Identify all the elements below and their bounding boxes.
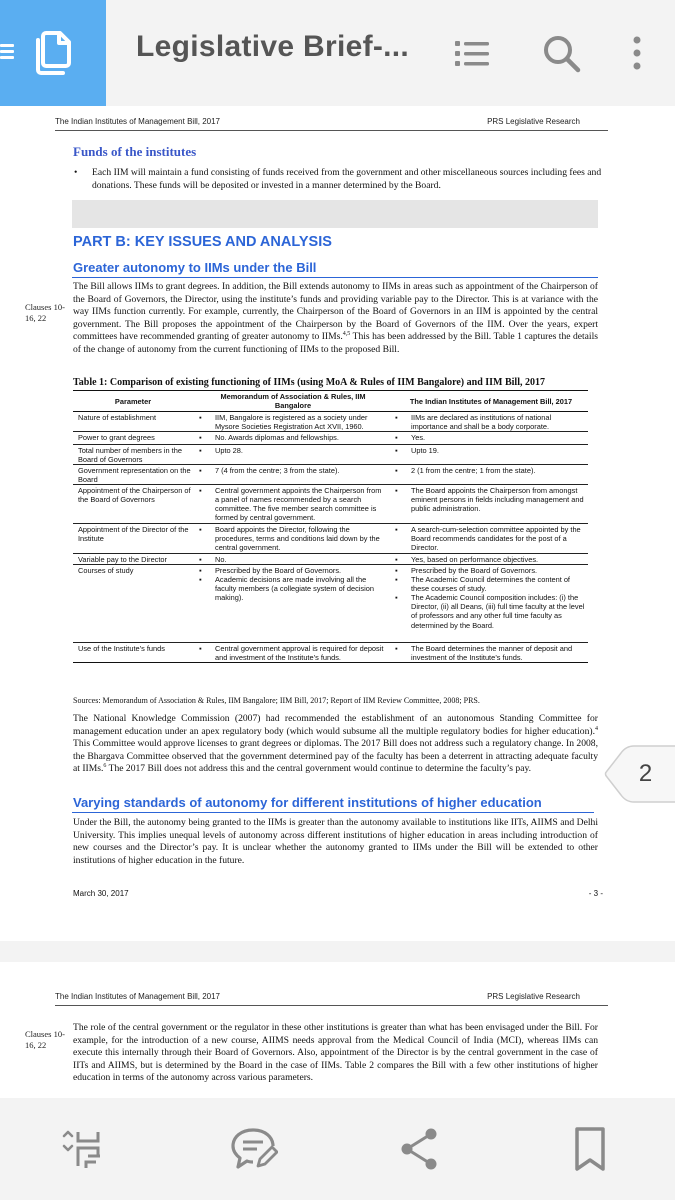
footer-page-number: - 3 - (588, 889, 603, 898)
table-row: Nature of establishment ▪ IIM, Bangalore is registered as a society under Mysore Societies Registration Act XVII, 1960. ▪ IIMs are declared as institutions of national importance and shall be a body corporate. (73, 412, 588, 432)
table-row: Use of the Institute’s funds ▪ Central government approval is required for deposit and investment of the Institute’s funds. ▪ The Board determines the manner of deposit and investment of the Institute’s funds. (73, 643, 588, 663)
bottom-toolbar (0, 1098, 675, 1200)
header-right: PRS Legislative Research (487, 117, 580, 126)
clauses-note: Clauses 10-16, 22 (25, 1029, 65, 1050)
page-indicator-number: 2 (638, 760, 653, 787)
comment-icon[interactable] (228, 1124, 278, 1174)
document-copy-icon (32, 30, 74, 76)
reflow-icon[interactable] (58, 1124, 108, 1174)
top-app-bar (0, 0, 675, 106)
bookmark-icon[interactable] (565, 1124, 615, 1174)
role-paragraph: The role of the central government or the regulator in these other institutions is greater than what has been envisaged under the Bill. For example, for the introduction of a new course, AIIMS needs approval from the Medical Council of India (MCI), whereas IIMs can execute this internally through their Board of Governors. Also, appointment of the Director is by the central government in the case of IITs and AIIMS, but is determined by the Board in the case of IIMs. Table 2 compares the Bill with a few other institutions of higher education in terms of the autonomy across various parameters. (73, 1022, 598, 1083)
clauses-note: Clauses 10-16, 22 (25, 302, 65, 323)
footer-date: March 30, 2017 (73, 889, 129, 898)
subheading-rule (72, 277, 598, 278)
more-vert-icon[interactable] (617, 33, 657, 73)
header-parameter: Parameter (114, 397, 152, 406)
document-title: Legislative Brief-... (136, 30, 410, 63)
funds-heading: Funds of the institutes (73, 144, 197, 159)
header-right: PRS Legislative Research (487, 992, 580, 1001)
list-icon[interactable] (452, 33, 492, 73)
document-mode-button[interactable] (0, 0, 106, 106)
table-row: Appointment of the Director of the Institute ▪ Board appoints the Director, following the procedures, terms and conditions laid down by the central government. ▪ A search-cum-selection committee appointed by the Board recommends candidates for the post of a Director. (73, 524, 588, 554)
pdf-page-3[interactable] (0, 106, 675, 941)
autonomy-subheading: Greater autonomy to IIMs under the Bill (73, 260, 317, 275)
table-row: Appointment of the Chairperson of the Board of Governors ▪ Central government appoints the Chairperson from a panel of names recommended by a search committee. The five member search committee is formed by central government. ▪ The Board appoints the Chairperson from amongst eminent persons in fields including management and public administration. (73, 485, 588, 524)
varying-standards-subheading: Varying standards of autonomy for different institutions of higher education (73, 795, 542, 810)
menu-lines-icon (0, 44, 14, 60)
page-footer (73, 889, 603, 898)
table-row: Total number of members in the Board of Governors ▪ Upto 28. ▪ Upto 19. (73, 445, 588, 465)
funds-bullet: • Each IIM will maintain a fund consisting of funds received from the government and other miscellaneous sources including fees and donations. These funds will be deposited or invested in a manner determined by the Board. (74, 167, 602, 191)
table-sources: Sources: Memorandum of Association & Rules, IIM Bangalore; IIM Bill, 2017; Report of IIM Review Committee, 2008; PRS. (73, 696, 480, 705)
header-moa: Memorandum of Association & Rules, IIM Bangalore (220, 392, 366, 411)
share-icon[interactable] (395, 1124, 445, 1174)
table-header (73, 390, 588, 412)
table-title: Table 1: Comparison of existing functioning of IIMs (using MoA & Rules of IIM Bangalore) and IIM Bill, 2017 (73, 377, 545, 388)
table-row: Government representation on the Board ▪ 7 (4 from the centre; 3 from the state). ▪ 2 (1 from the centre; 1 from the state). (73, 465, 588, 485)
table-row: Power to grant degrees ▪ No. Awards diplomas and fellowships. ▪ Yes. (73, 432, 588, 445)
grey-separator (72, 200, 598, 228)
header-left: The Indian Institutes of Management Bill, 2017 (55, 117, 220, 126)
autonomy-paragraph: The Bill allows IIMs to grant degrees. In addition, the Bill extends autonomy to IIMs in areas such as appointment of the Chairperson of the Board of Governors, the Director, using the institute’s funds and providing variable pay to the Director. This is at variance with the way IIMs function currently. For example, currently, the Chairperson of the Board of Governors in an IIM is appointed by the central government. The Bill proposes the appointment of the Chairperson by the Board of Governors of the IIM. Over the years, expert committees have recommended granting of greater autonomy to IIMs.$^{4,5}$ This has been addressed by the Bill. Table 1 captures the details of the change of autonomy from the current functioning of IIMs to the proposed Bill. (73, 281, 598, 355)
header-bill: The Indian Institutes of Management Bill, 2017 (409, 397, 573, 406)
search-icon[interactable] (541, 33, 581, 73)
subheading-rule (72, 812, 594, 813)
table-row: Variable pay to the Director ▪ No. ▪ Yes, based on performance objectives. (73, 554, 588, 565)
page-indicator[interactable] (604, 745, 675, 803)
part-b-heading: PART B: KEY ISSUES AND ANALYSIS (73, 234, 332, 250)
nkc-paragraph: The National Knowledge Commission (2007) had recommended the establishment of an autonomous Standing Committee for management education under an apex regulatory body (which would subsume all the multiple regulatory bodies for higher education).$^4$ This Committee would approve licenses to grant degrees or diplomas. The 2017 Bill does not address such a regulatory change. In 2008, the Bhargava Committee observed that the government determined pay of the faculty has been a deterrent in attracting adequate faculty at IIMs.$^6$ The 2017 Bill does not address this and the central government would continue to determine the faculty’s pay. (73, 713, 598, 774)
varying-standards-paragraph: Under the Bill, the autonomy being granted to the IIMs is greater than the autonomy available to institutions like IITs, AIIMS and Delhi University. This implies unequal levels of autonomy across different institutions of higher education in areas including introduction of new courses and the Director’s pay. It is unclear whether the autonomy granted to IIMs under the Bill will be extended to other institutions of higher education in the future. (73, 817, 598, 866)
table-row: Courses of study ▪ Prescribed by the Board of Governors. ▪ Academic decisions are made involving all the faculty members (a collegiate system of decision making). ▪ Prescribed by the Board of Governors. ▪ The Academic Council determines the content of these courses of study. ▪ The Academic Council composition includes: (i) the Director, (ii) all Deans, (iii) full time faculty at the level of professors and any other full time faculty as determined by the Board. (73, 565, 588, 643)
pdf-page-4[interactable] (0, 962, 675, 1098)
header-left: The Indian Institutes of Management Bill, 2017 (55, 992, 220, 1001)
